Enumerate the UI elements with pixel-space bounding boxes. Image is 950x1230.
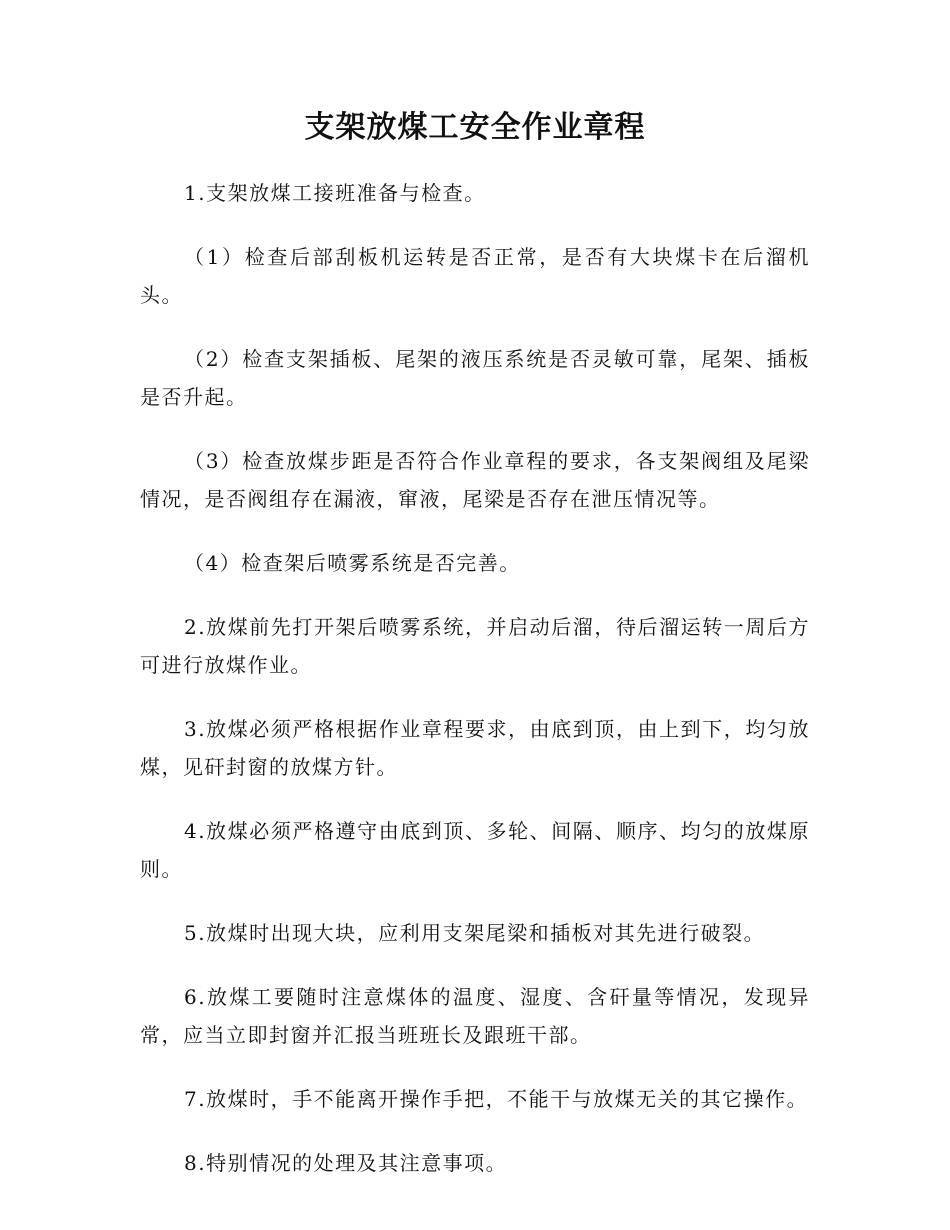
paragraph-8: 8.特别情况的处理及其注意事项。 <box>184 1151 508 1175</box>
paragraph-7: 7.放煤时，手不能离开操作手把，不能干与放煤无关的其它操作。 <box>184 1087 809 1111</box>
paragraph-1-3: （3）检查放煤步距是否符合作业章程的要求，各支架阀组及尾梁情况，是否阀组存在漏液，窜液，尾梁是否存在泄压情况等。 <box>140 449 810 511</box>
paragraph-1-1: （1）检查后部刮板机运转是否正常，是否有大块煤卡在后溜机头。 <box>140 245 810 307</box>
paragraph-1: 1.支架放煤工接班准备与检查。 <box>184 181 486 205</box>
document-title: 支架放煤工安全作业章程 <box>304 110 646 145</box>
paragraph-5: 5.放煤时出现大块，应利用支架尾梁和插板对其先进行破裂。 <box>184 921 766 945</box>
paragraph-3: 3.放煤必须严格根据作业章程要求，由底到顶，由上到下，均匀放煤，见矸封窗的放煤方针。 <box>140 717 810 779</box>
paragraph-4: 4.放煤必须严格遵守由底到顶、多轮、间隔、顺序、均匀的放煤原则。 <box>140 819 810 881</box>
paragraph-1-2: （2）检查支架插板、尾架的液压系统是否灵敏可靠，尾架、插板是否升起。 <box>140 347 810 409</box>
paragraph-6: 6.放煤工要随时注意煤体的温度、湿度、含矸量等情况，发现异常，应当立即封窗并汇报当班班长及跟班干部。 <box>140 985 810 1047</box>
paragraph-1-4: （4）检查架后喷雾系统是否完善。 <box>184 551 521 575</box>
paragraph-2: 2.放煤前先打开架后喷雾系统，并启动后溜，待后溜运转一周后方可进行放煤作业。 <box>140 615 810 677</box>
